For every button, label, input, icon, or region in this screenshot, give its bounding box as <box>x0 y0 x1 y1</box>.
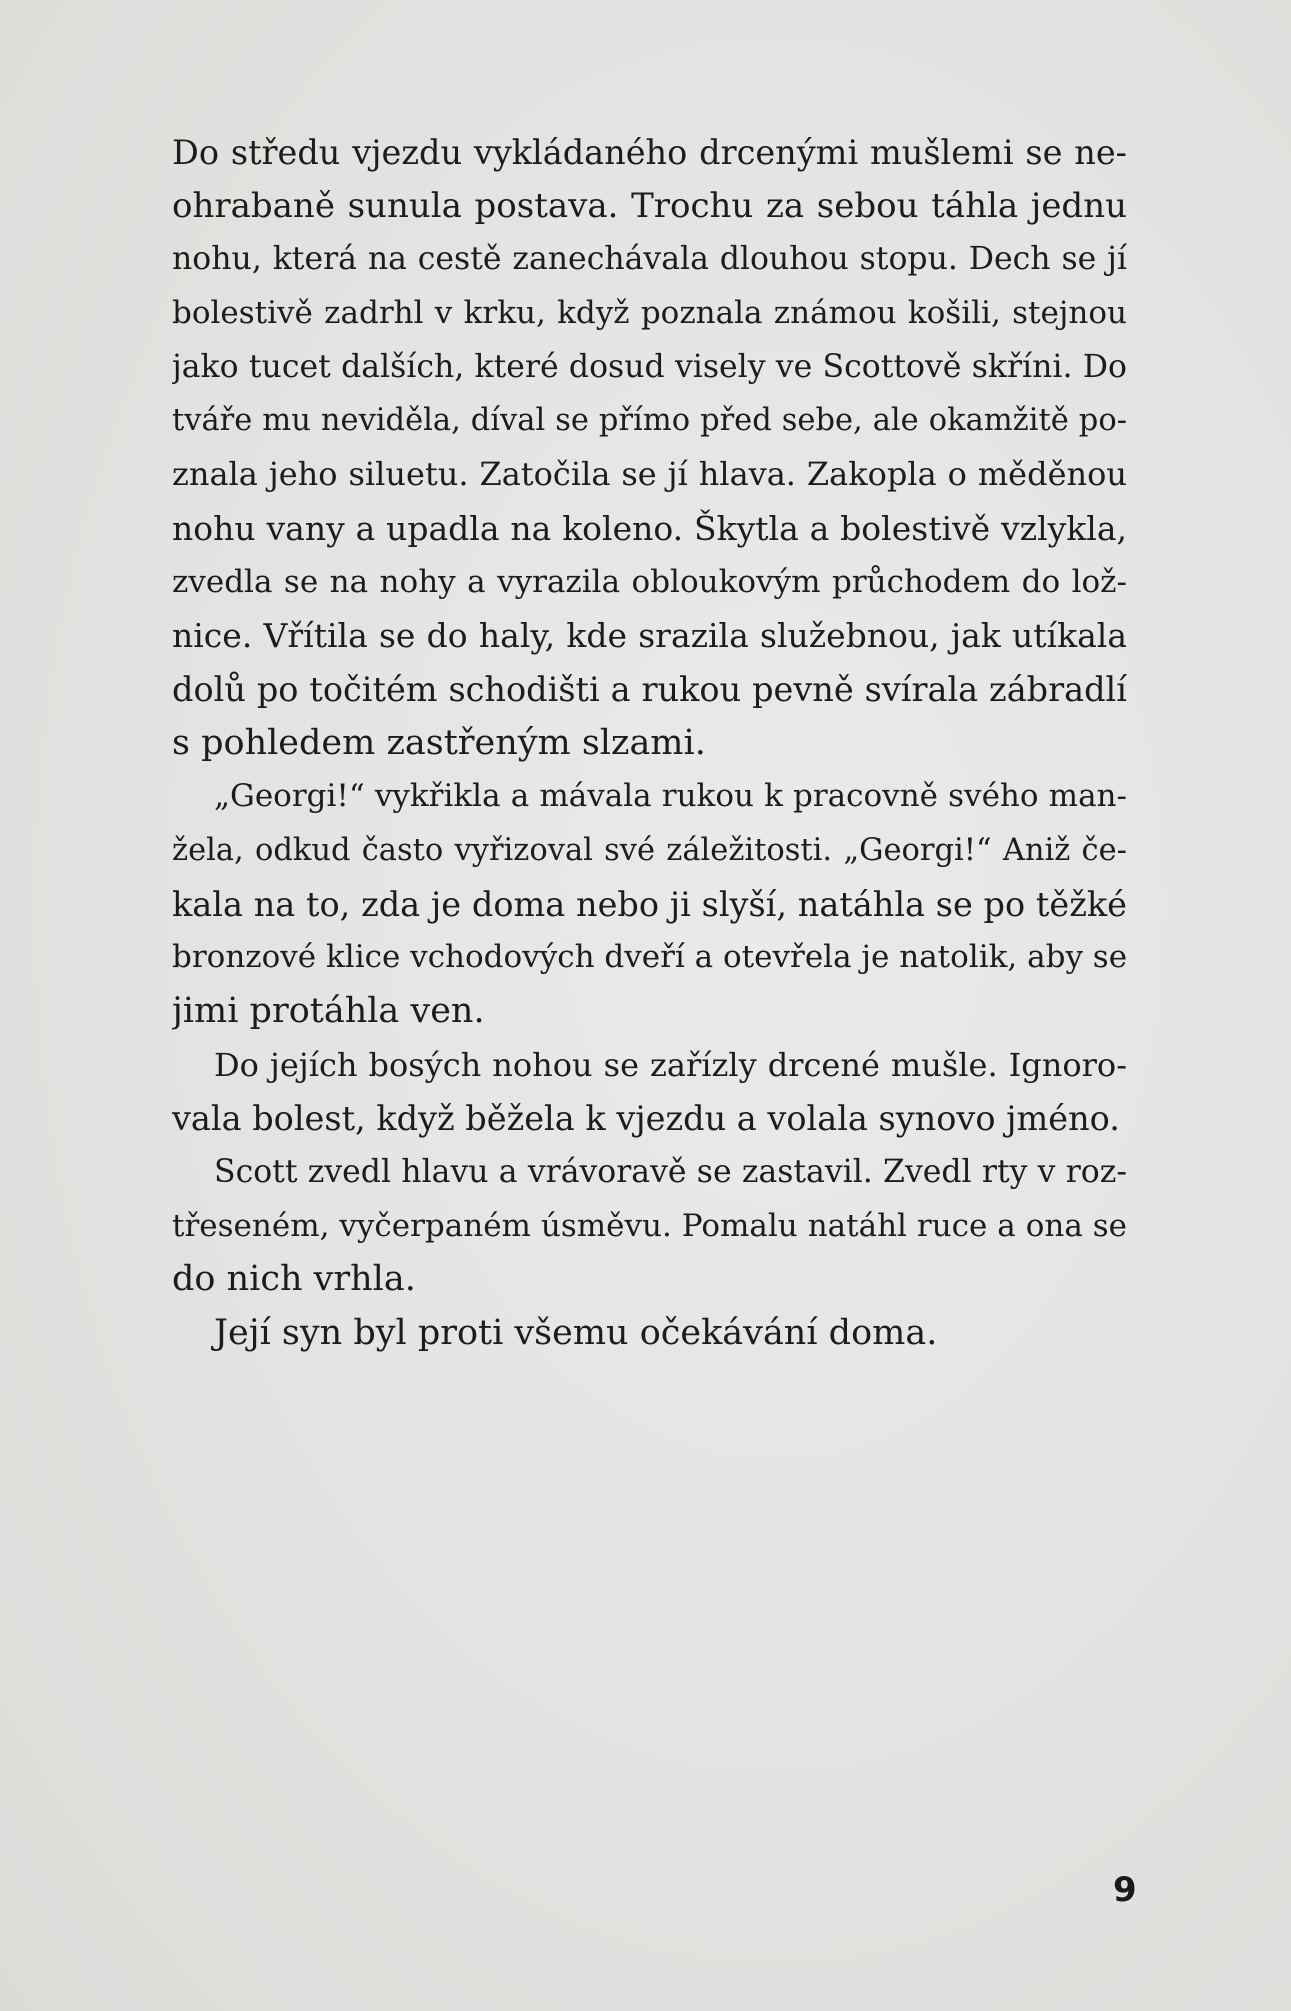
text-line: ohrabaně sunula postava. Trochu za sebou táhla jednu <box>172 185 1127 226</box>
text-line: vala bolest, když běžela k vjezdu a volala synovo jméno. <box>172 1099 1120 1139</box>
text-line: jako tucet dalších, které dosud visely ve Scottově skříni. Do <box>172 348 1127 385</box>
text-line: tváře mu neviděla, díval se přímo před sebe, ale okamžitě po- <box>172 403 1127 439</box>
text-line: Scott zvedl hlavu a vrávoravě se zastavil. Zvedl rty v roz- <box>214 1154 1127 1191</box>
text-line: kala na to, zda je doma nebo ji slyší, natáhla se po těžké <box>172 884 1127 924</box>
text-line: Její syn byl proti všemu očekávání doma. <box>214 1313 938 1354</box>
text-line: třeseném, vyčerpaném úsměvu. Pomalu natáhl ruce a ona se <box>172 1207 1127 1244</box>
body-text <box>172 126 1127 1361</box>
text-line: znala jeho siluetu. Zatočila se jí hlava. Zakopla o měděnou <box>172 455 1127 494</box>
text-line: jimi protáhla ven. <box>172 991 485 1031</box>
text-line: Do středu vjezdu vykládaného drcenými mušlemi se ne- <box>172 133 1127 172</box>
text-line: zvedla se na nohy a vyrazila obloukovým průchodem do lož- <box>172 563 1127 600</box>
text-line: s pohledem zastřeným slzami. <box>172 722 706 763</box>
text-line: nohu vany a upadla na koleno. Škytla a bolestivě vzlykla, <box>172 508 1127 548</box>
text-line: dolů po točitém schodišti a rukou pevně svírala zábradlí <box>172 669 1127 709</box>
text-line: do nich vrhla. <box>172 1259 416 1300</box>
text-line: bronzové klice vchodových dveří a otevřela je natolik, aby se <box>172 939 1127 976</box>
page-number: 9 <box>1113 1870 1137 1910</box>
text-line: „Georgi!“ vykřikla a mávala rukou k pracovně svého man- <box>214 778 1127 815</box>
text-line: Do jejích bosých nohou se zařízly drcené mušle. Ignoro- <box>214 1045 1127 1084</box>
text-line: žela, odkud často vyřizoval své záležitosti. „Georgi!“ Aniž če- <box>172 832 1127 868</box>
text-line: bolestivě zadrhl v krku, když poznala známou košili, stejnou <box>172 295 1127 332</box>
text-line: nohu, která na cestě zanechávala dlouhou stopu. Dech se jí <box>172 241 1127 278</box>
text-line: nice. Vřítila se do haly, kde srazila služebnou, jak utíkala <box>172 616 1127 656</box>
